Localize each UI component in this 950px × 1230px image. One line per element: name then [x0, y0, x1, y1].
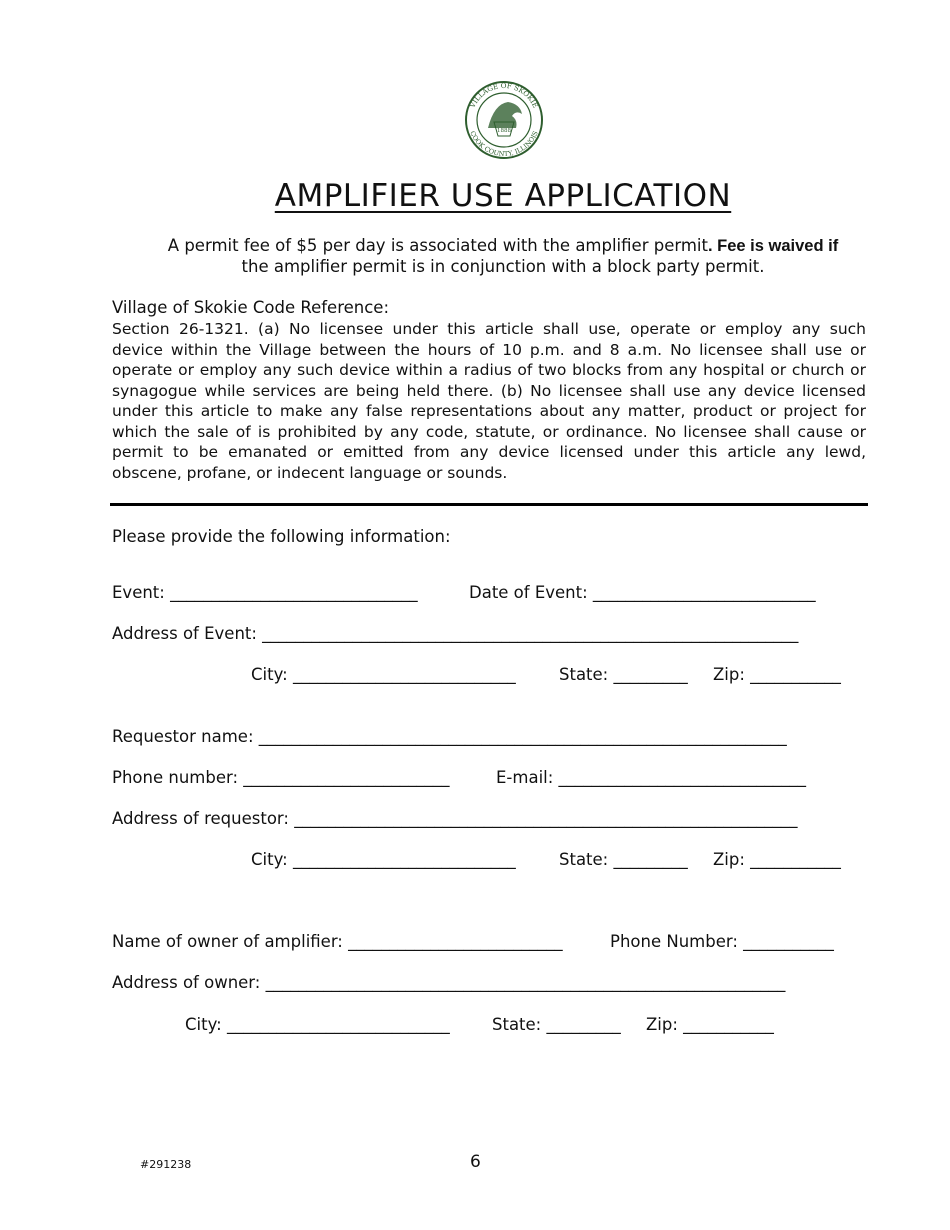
fee-notice-bold: . Fee is waived if — [707, 237, 839, 255]
seal-text-bottom: COOK COUNTY, ILLINOIS — [468, 129, 540, 159]
code-reference-line: under this article to make any false representations about any matter, product or project for — [112, 402, 866, 420]
village-seal-icon — [458, 80, 550, 160]
event-address-field[interactable]: Address of Event: _________________________________________________________________ — [112, 624, 799, 643]
code-reference-line: permit to be emanated or emitted from any device licensed under this article any lewd, — [112, 443, 866, 461]
event-city-field[interactable]: City: ___________________________ — [251, 665, 516, 684]
owner-state-field[interactable]: State: _________ — [492, 1015, 621, 1034]
seal-year: 1888 — [497, 128, 511, 134]
requestor-email-field[interactable]: E-mail: ______________________________ — [496, 768, 807, 787]
svg-text:COOK COUNTY, ILLINOIS — [468, 130, 540, 158]
page-number: 6 — [470, 1152, 481, 1172]
requestor-name-field[interactable]: Requestor name: ________________________________________________________________ — [112, 727, 787, 746]
fee-notice-line1 — [0, 236, 950, 256]
requestor-zip-field[interactable]: Zip: ___________ — [713, 850, 841, 869]
owner-zip-field[interactable]: Zip: ___________ — [646, 1015, 774, 1034]
code-reference-line: obscene, profane, or indecent language or sounds. — [112, 463, 508, 482]
event-field[interactable]: Event: ______________________________ — [112, 583, 418, 602]
owner-city-field[interactable]: City: ___________________________ — [185, 1015, 450, 1034]
requestor-address-field[interactable]: Address of requestor: _____________________________________________________________ — [112, 809, 798, 828]
event-date-field[interactable]: Date of Event: ___________________________ — [469, 583, 816, 602]
requestor-state-field[interactable]: State: _________ — [559, 850, 688, 869]
event-zip-field[interactable]: Zip: ___________ — [713, 665, 841, 684]
code-reference-line: Section 26-1321. (a) No licensee under this article shall use, operate or employ any such — [112, 320, 866, 338]
code-reference-line: synagogue while services are being held there. (b) No licensee shall use any device licensed — [112, 381, 866, 400]
owner-name-field[interactable]: Name of owner of amplifier: __________________________ — [112, 932, 563, 951]
fee-notice-line2: the amplifier permit is in conjunction with a block party permit. — [241, 257, 765, 276]
event-state-field[interactable]: State: _________ — [559, 665, 688, 684]
requestor-city-field[interactable]: City: ___________________________ — [251, 850, 516, 869]
seal-text-top: VILLAGE OF SKOKIE — [468, 81, 540, 110]
form-instructions: Please provide the following information: — [112, 527, 451, 546]
fee-notice-regular: A permit fee of $5 per day is associated with the amplifier permit — [167, 236, 708, 255]
owner-address-field[interactable]: Address of owner: _______________________________________________________________ — [112, 973, 786, 992]
code-reference-line: which the sale of is prohibited by any code, statute, or ordinance. No licensee shall cause or — [112, 422, 866, 441]
code-reference-line: device within the Village between the hours of 10 p.m. and 8 a.m. No licensee shall use or — [112, 340, 866, 359]
requestor-phone-field[interactable]: Phone number: _________________________ — [112, 768, 450, 787]
code-reference-heading: Village of Skokie Code Reference: — [112, 298, 390, 317]
code-reference-line: operate or employ any such device within a radius of two blocks from any hospital or church or — [112, 361, 866, 379]
section-divider — [110, 503, 868, 506]
owner-phone-field[interactable]: Phone Number: ___________ — [610, 932, 834, 951]
document-id: #291238 — [140, 1158, 192, 1171]
page-title: AMPLIFIER USE APPLICATION — [274, 178, 732, 214]
